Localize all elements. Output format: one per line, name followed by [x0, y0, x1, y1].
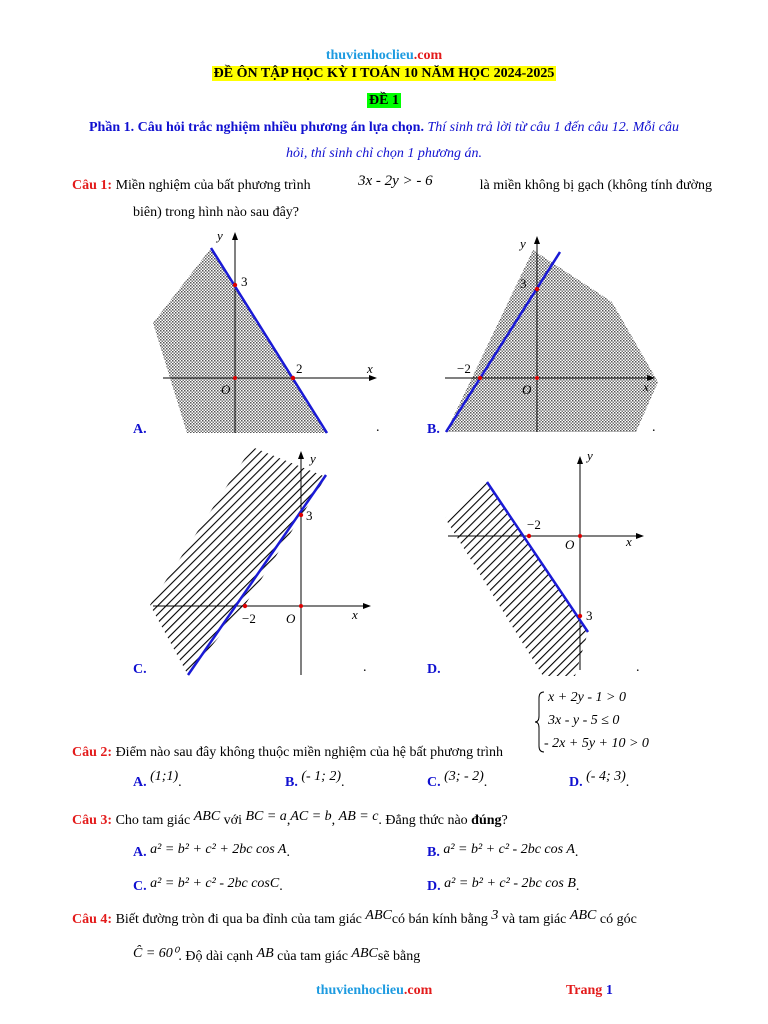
graph-c-x-label: x	[352, 607, 358, 622]
q2-system-eq3: - 2x + 5y + 10 > 0	[544, 736, 649, 751]
graph-c-origin: O	[286, 611, 296, 626]
q1-text-a: Miền nghiệm của bất phương trình	[115, 178, 311, 193]
q1-graph-c	[148, 445, 378, 677]
graph-d-y-label: y	[587, 450, 593, 463]
q1-graph-a	[145, 228, 385, 438]
part1-instruction-2: hỏi, thí sinh chỉ chọn 1 phương án.	[286, 146, 482, 161]
q2-text: Điểm nào sau đây không thuộc miền nghiệm của hệ bất phương trình	[115, 745, 504, 760]
graph-b-y-label: y	[520, 236, 526, 251]
q4-line2: Ĉ = 60⁰. Độ dài cạnh AB của tam giác ABCsẽ bằng	[133, 946, 421, 964]
q1-option-d[interactable]: D.	[427, 662, 441, 677]
graph-b-x-label: x	[643, 379, 649, 394]
graph-d-hatched-region	[445, 482, 588, 676]
graph-a-y-intercept: 3	[241, 274, 248, 289]
q3-option-a[interactable]: A. a² = b² + c² + 2bc cos A.	[133, 842, 290, 860]
footer-page	[566, 983, 613, 999]
graph-a-y-label: y	[217, 228, 223, 243]
graph-a-x-intercept: 2	[296, 361, 303, 376]
q1-option-c[interactable]: C.	[133, 662, 147, 677]
q3-line: Câu 3: Cho tam giác ABC với BC = a,AC = b, AB = c. Đẳng thức nào đúng?	[72, 809, 508, 828]
q2-option-b[interactable]: B. (- 1; 2).	[285, 769, 345, 790]
site-name-domain: .com	[413, 48, 443, 63]
q3-option-d[interactable]: D. a² = b² + c² - 2bc cos B.	[427, 876, 580, 894]
q2-option-c[interactable]: C. (3; - 2).	[427, 769, 488, 790]
graph-c-y-label: y	[310, 451, 316, 466]
q1-option-a[interactable]: A.	[133, 422, 147, 437]
part1-heading	[0, 120, 768, 136]
q1-inequality: 3x - 2y > - 6	[358, 173, 433, 189]
exam-number-row	[0, 93, 768, 109]
exam-number: ĐỀ 1	[369, 93, 399, 108]
q3-label: Câu 3:	[72, 813, 113, 828]
part1-label: Phần 1. Câu hỏi trắc nghiệm nhiều phương án lựa chọn.	[88, 120, 424, 135]
q2-line	[72, 745, 503, 761]
part1-instruction-1: Thí sinh trả lời từ câu 1 đến câu 12. Mỗi câu	[427, 120, 679, 135]
graph-d-x-label: x	[626, 534, 632, 549]
graph-b-shaded-region	[446, 250, 658, 432]
q1-graph-b	[440, 232, 665, 437]
graph-b-x-intercept: −2	[457, 361, 471, 376]
q2-option-d[interactable]: D. (- 4; 3).	[569, 769, 630, 790]
graph-a-origin: O	[221, 382, 231, 397]
graph-d-y-intercept: 3	[586, 608, 593, 623]
site-name	[0, 48, 768, 64]
q1-text-c: biên) trong hình nào sau đây?	[133, 205, 300, 220]
graph-c-hatched-region	[150, 447, 326, 675]
q2-option-a[interactable]: A. (1;1).	[133, 769, 182, 790]
graph-b-origin: O	[522, 382, 532, 397]
footer-site: thuvienhoclieu.com	[316, 983, 433, 998]
q3-option-b[interactable]: B. a² = b² + c² - 2bc cos A.	[427, 842, 579, 860]
document-title-row	[0, 66, 768, 82]
part1-heading-cont	[0, 146, 768, 162]
graph-d-origin: O	[565, 537, 575, 552]
graph-c-y-intercept: 3	[306, 508, 313, 523]
graph-a-shaded-region	[153, 248, 327, 433]
q1-label: Câu 1:	[72, 178, 113, 193]
document-title: ĐỀ ÔN TẬP HỌC KỲ I TOÁN 10 NĂM HỌC 2024-2025	[213, 66, 555, 81]
graph-b-y-intercept: 3	[520, 276, 527, 291]
page-label: Trang	[566, 983, 603, 998]
q1-graph-d	[443, 450, 648, 678]
site-name-main: thuvienhoclieu	[325, 48, 414, 63]
q1-option-b[interactable]: B.	[427, 422, 440, 437]
graph-a-x-label: x	[367, 361, 373, 376]
graph-d-x-intercept: −2	[527, 517, 541, 532]
graph-c-x-intercept: −2	[242, 611, 256, 626]
page-number: 1	[605, 983, 613, 998]
q2-system	[534, 690, 674, 754]
q4-line1: Câu 4: Biết đường tròn đi qua ba đỉnh của tam giác ABCcó bán kính bằng 3 và tam giác ABC có góc	[72, 908, 637, 927]
q2-system-eq1: x + 2y - 1 > 0	[548, 690, 626, 705]
q2-system-eq2: 3x - y - 5 ≤ 0	[548, 713, 620, 728]
q3-option-c[interactable]: C. a² = b² + c² - 2bc cosC.	[133, 876, 283, 894]
q4-label: Câu 4:	[72, 912, 113, 927]
q2-label: Câu 2:	[72, 745, 113, 760]
q1-text-b: là miền không bị gạch (không tính đường	[479, 178, 712, 193]
